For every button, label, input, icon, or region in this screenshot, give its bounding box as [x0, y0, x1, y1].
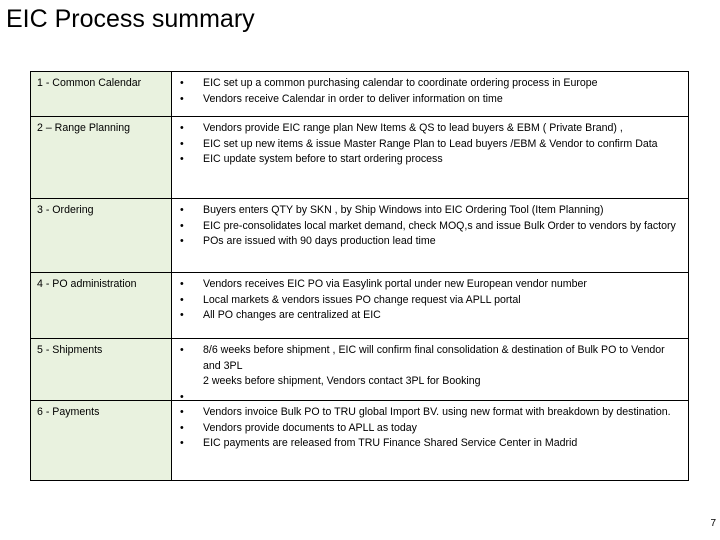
- bullet-list: [172, 203, 684, 250]
- page-number: 7: [710, 518, 716, 529]
- bullet-icon: •: [180, 278, 184, 290]
- bullet-icon: •: [180, 77, 184, 89]
- bullet-icon: •: [180, 204, 184, 216]
- bullet-icon: •: [180, 219, 184, 232]
- list-item: • EIC pre-consolidates local market demand, check MOQ,s and issue Bulk Order to vendors by factory: [172, 219, 684, 235]
- bullet-icon: •: [180, 293, 184, 306]
- list-item: • Local markets & vendors issues PO change request via APLL portal: [172, 293, 684, 309]
- bullet-icon: •: [180, 390, 184, 403]
- row-label: 1 - Common Calendar: [31, 72, 172, 117]
- list-item: • All PO changes are centralized at EIC: [172, 308, 684, 324]
- bullet-icon: •: [180, 421, 184, 434]
- bullet-icon: •: [180, 153, 184, 165]
- list-item: • EIC update system before to start ordering process: [172, 152, 684, 168]
- list-item: • Vendors provide documents to APLL as today: [172, 421, 684, 437]
- table-row: [31, 273, 689, 339]
- bullet-list: [172, 121, 684, 168]
- bullet-icon: •: [180, 437, 184, 449]
- list-item: • EIC payments are released from TRU Finance Shared Service Center in Madrid: [172, 436, 684, 452]
- bullet-list: [172, 76, 684, 107]
- process-summary-table: [30, 71, 689, 481]
- list-item: • 8/6 weeks before shipment , EIC will confirm final consolidation & destination of Bulk PO to Vendor and 3PL: [180, 344, 665, 372]
- table-row: [31, 117, 689, 199]
- bullet-icon: •: [180, 309, 184, 321]
- bullet-icon: •: [180, 137, 184, 150]
- row-label: 2 – Range Planning: [31, 117, 172, 199]
- page-title: EIC Process summary: [6, 5, 255, 33]
- table-row: [31, 339, 689, 401]
- bullet-icon: •: [180, 344, 184, 356]
- row-label: 6 - Payments: [31, 401, 172, 481]
- list-item: • POs are issued with 90 days production lead time: [172, 234, 684, 250]
- bullet-icon: •: [180, 406, 184, 418]
- list-item: • Vendors provide EIC range plan New Items & QS to lead buyers & EBM ( Private Brand) ,: [172, 121, 684, 137]
- bullet-icon: •: [180, 235, 184, 247]
- table-row: [31, 401, 689, 481]
- table-row: [31, 72, 689, 117]
- list-item: • Buyers enters QTY by SKN , by Ship Windows into EIC Ordering Tool (Item Planning): [172, 203, 684, 219]
- bullet-list: [172, 405, 684, 452]
- bullet-icon: •: [180, 92, 184, 105]
- row-label: 3 - Ordering: [31, 199, 172, 273]
- list-item: • 2 weeks before shipment, Vendors contact 3PL for Booking: [172, 374, 684, 390]
- list-item: • EIC set up new items & issue Master Range Plan to Lead buyers /EBM & Vendor to confirm Data: [172, 137, 684, 153]
- bullet-list: [172, 343, 684, 403]
- list-item: • Vendors receive Calendar in order to deliver information on time: [172, 92, 684, 108]
- table-row: [31, 199, 689, 273]
- list-item: • EIC set up a common purchasing calendar to coordinate ordering process in Europe: [172, 76, 684, 92]
- row-label: 5 - Shipments: [31, 339, 172, 401]
- bullet-list: [172, 277, 684, 324]
- list-item: • Vendors receives EIC PO via Easylink portal under new European vendor number: [172, 277, 684, 293]
- bullet-icon: •: [180, 122, 184, 134]
- list-item: • Vendors invoice Bulk PO to TRU global Import BV. using new format with breakdown by destination.: [172, 405, 684, 421]
- row-label: 4 - PO administration: [31, 273, 172, 339]
